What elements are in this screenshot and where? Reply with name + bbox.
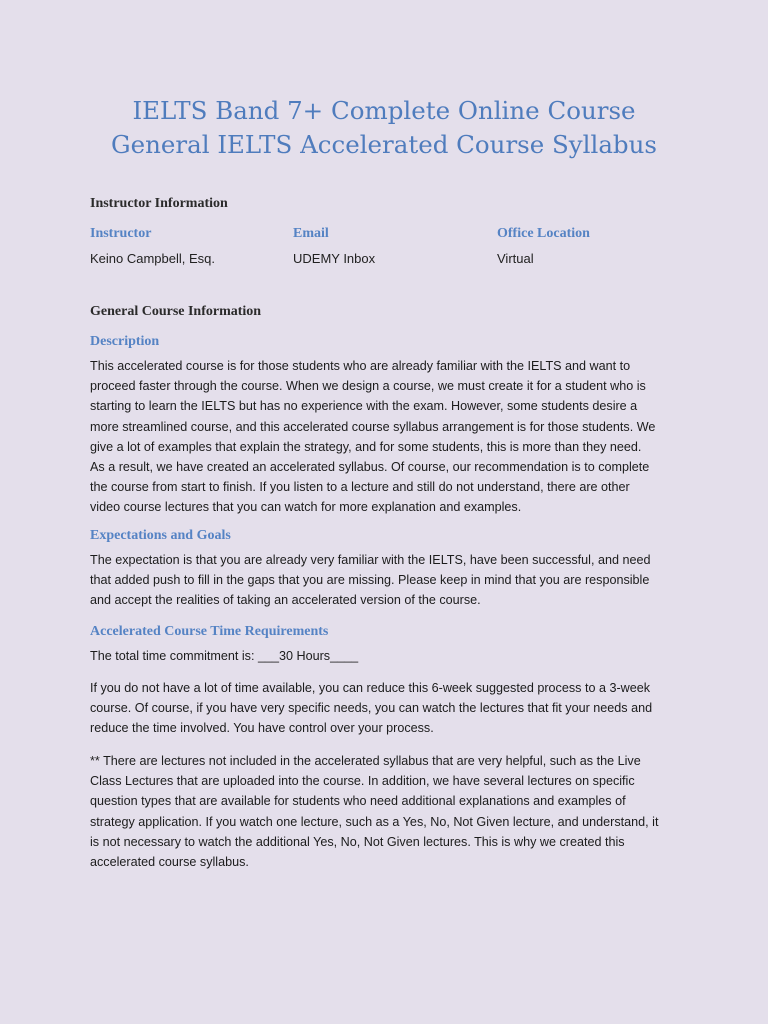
time-commitment	[90, 646, 682, 666]
note-line: is not necessary to watch the additional Yes, No, Not Given lectures. This is why we created this	[90, 834, 625, 849]
time-requirements-heading: Accelerated Course Time Requirements	[90, 624, 329, 639]
instructor-label: Instructor	[90, 226, 152, 241]
additional-lectures-note	[90, 751, 682, 872]
office-location-column	[497, 226, 697, 266]
document-title	[0, 94, 768, 162]
description-line: As a result, we have created an accelerated syllabus. Of course, our recommendation is to complete	[90, 460, 650, 475]
expectations-paragraph	[90, 550, 682, 611]
note-line: question types that are available for students who need additional explanations and examples of	[90, 794, 626, 809]
description-line: more streamlined course, and this accelerated course syllabus arrangement is for those students. We	[90, 419, 656, 434]
description-line: give a lot of examples that explain the strategy, and for some students, this is more than they need.	[90, 439, 642, 454]
note-line: accelerated course syllabus.	[90, 855, 249, 870]
time-commitment-text: The total time commitment is: ___30 Hours____	[90, 649, 359, 663]
note-line: Class Lectures that are uploaded into the course. In addition, we have several lectures on specific	[90, 774, 635, 789]
office-location-label: Office Location	[497, 226, 590, 241]
description-heading: Description	[90, 334, 160, 349]
email-column	[293, 226, 493, 266]
expectations-line: that added push to fill in the gaps that you are missing. Please keep in mind that you are responsible	[90, 573, 650, 588]
note-line: ** There are lectures not included in the accelerated syllabus that are very helpful, such as the Live	[90, 754, 641, 768]
email-label: Email	[293, 226, 329, 241]
instructor-value: Keino Campbell, Esq.	[90, 251, 216, 266]
course-info-heading: General Course Information	[90, 304, 262, 319]
expectations-heading: Expectations and Goals	[90, 528, 231, 543]
reduce-time-line: reduce the time involved. You have control over your process.	[90, 721, 434, 736]
description-paragraph	[90, 356, 682, 518]
reduce-time-paragraph	[90, 678, 682, 739]
description-line: proceed faster through the course. When we design a course, we must create it for a student who is	[90, 379, 646, 394]
instructor-info-heading: Instructor Information	[90, 196, 228, 211]
expectations-line: The expectation is that you are already very familiar with the IELTS, have been successful, and need	[90, 553, 651, 567]
email-value: UDEMY Inbox	[293, 251, 376, 266]
description-line: starting to learn the IELTS but has no experience with the exam. However, some students desire a	[90, 399, 638, 414]
title-line-1: IELTS Band 7+ Complete Online Course	[132, 96, 636, 125]
instructor-column	[90, 226, 290, 266]
title-line-2: General IELTS Accelerated Course Syllabus	[111, 130, 657, 159]
description-line: This accelerated course is for those students who are already familiar with the IELTS and want to	[90, 359, 631, 373]
description-line: the course from start to finish. If you listen to a lecture and still do not understand, there are other	[90, 480, 630, 495]
reduce-time-line: If you do not have a lot of time available, you can reduce this 6-week suggested process to a 3-week	[90, 681, 651, 695]
description-line: video course lectures that you can watch for more explanation and examples.	[90, 500, 522, 515]
office-location-value: Virtual	[497, 251, 534, 266]
expectations-line: and accept the realities of taking an accelerated version of the course.	[90, 593, 481, 608]
note-line: strategy application. If you watch one lecture, such as a Yes, No, Not Given lecture, and understand, it	[90, 814, 659, 829]
reduce-time-line: course. Of course, if you have very specific needs, you can watch the lectures that fit your needs and	[90, 701, 653, 716]
